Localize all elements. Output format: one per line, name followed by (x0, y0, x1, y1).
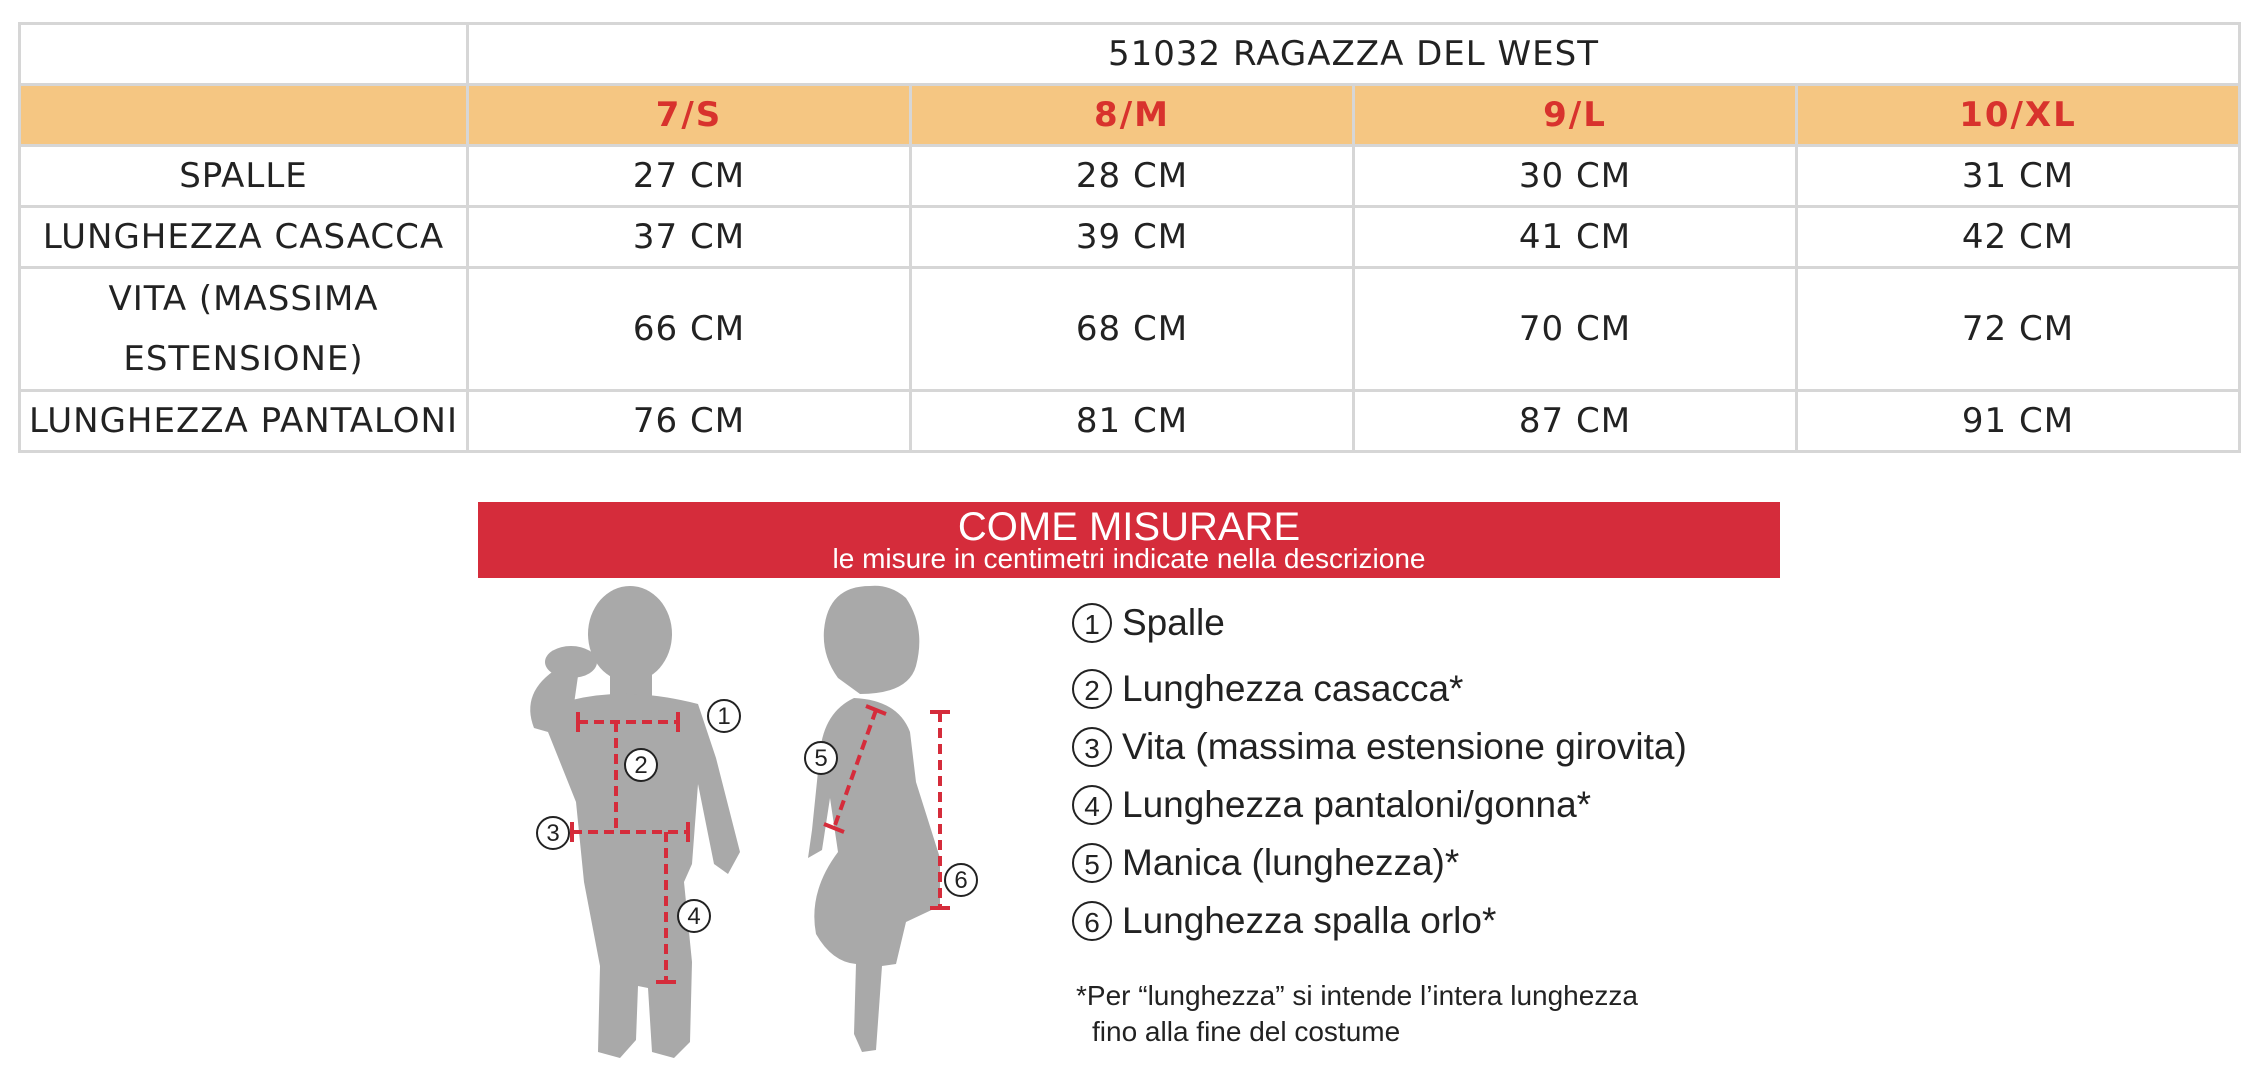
side-child-silhouette (808, 586, 940, 1052)
measure-cell: 37 CM (468, 207, 911, 268)
legend-label: Spalle (1122, 602, 1225, 643)
measure-cell: 70 CM (1354, 268, 1797, 391)
legend-label: Manica (lunghezza)* (1122, 842, 1460, 883)
table-title-row (20, 24, 2240, 85)
measure-cell: 68 CM (911, 268, 1354, 391)
measure-cell: 81 CM (911, 391, 1354, 452)
legend-item (1072, 722, 1792, 772)
legend-label: Lunghezza spalla orlo* (1122, 900, 1497, 941)
legend-number: 4 (1072, 785, 1112, 825)
empty-header-cell (20, 85, 468, 146)
measure-cell: 30 CM (1354, 146, 1797, 207)
product-title: 51032 RAGAZZA DEL WEST (468, 24, 2240, 85)
size-header: 10/XL (1797, 85, 2240, 146)
legend-number: 6 (1072, 901, 1112, 941)
measure-cell: 66 CM (468, 268, 911, 391)
size-header: 7/S (468, 85, 911, 146)
legend-number: 2 (1072, 669, 1112, 709)
table-row (20, 207, 2240, 268)
svg-text:2: 2 (634, 752, 648, 779)
measure-cell: 91 CM (1797, 391, 2240, 452)
guide-subtitle: le misure in centimetri indicate nella descrizione (832, 543, 1426, 574)
measure-cell: 76 CM (468, 391, 911, 452)
svg-text:3: 3 (546, 820, 560, 847)
row-label: SPALLE (20, 146, 468, 207)
legend-label: Vita (massima estensione girovita) (1122, 726, 1687, 767)
measure-cell: 72 CM (1797, 268, 2240, 391)
footnote-line: fino alla fine del costume (1092, 1016, 1401, 1047)
length-footnote (1076, 978, 1776, 1050)
row-label: LUNGHEZZA PANTALONI (20, 391, 468, 452)
table-row (20, 146, 2240, 207)
svg-text:6: 6 (954, 867, 968, 894)
table-row (20, 268, 2240, 391)
size-header: 8/M (911, 85, 1354, 146)
table-row (20, 391, 2240, 452)
legend-number: 5 (1072, 843, 1112, 883)
legend-label: Lunghezza casacca* (1122, 668, 1464, 709)
legend-label: Lunghezza pantaloni/gonna* (1122, 784, 1592, 825)
svg-text:1: 1 (717, 703, 731, 730)
measure-cell: 39 CM (911, 207, 1354, 268)
legend-number: 1 (1072, 603, 1112, 643)
measure-cell: 41 CM (1354, 207, 1797, 268)
legend-number: 3 (1072, 727, 1112, 767)
footnote-line: *Per “lunghezza” si intende l’intera lunghezza (1076, 980, 1638, 1011)
measure-cell: 31 CM (1797, 146, 2240, 207)
child-silhouettes-illustration (478, 582, 1038, 1074)
svg-text:5: 5 (814, 745, 828, 772)
legend-item (1072, 838, 1792, 888)
measure-cell: 87 CM (1354, 391, 1797, 452)
legend-item (1072, 780, 1792, 830)
how-to-measure-guide (478, 502, 1780, 1074)
measure-cell: 42 CM (1797, 207, 2240, 268)
svg-text:4: 4 (687, 903, 701, 930)
row-label: VITA (MASSIMA ESTENSIONE) (20, 268, 468, 391)
measurement-legend (1072, 598, 1792, 954)
size-header-row (20, 85, 2240, 146)
row-label: LUNGHEZZA CASACCA (20, 207, 468, 268)
empty-corner-cell (20, 24, 468, 85)
guide-banner (478, 502, 1780, 578)
size-header: 9/L (1354, 85, 1797, 146)
measure-cell: 27 CM (468, 146, 911, 207)
legend-item (1072, 896, 1792, 946)
guide-title: COME MISURARE (957, 505, 1301, 549)
legend-item (1072, 664, 1792, 714)
measure-cell: 28 CM (911, 146, 1354, 207)
size-chart-table (18, 22, 2241, 453)
legend-item (1072, 598, 1792, 648)
